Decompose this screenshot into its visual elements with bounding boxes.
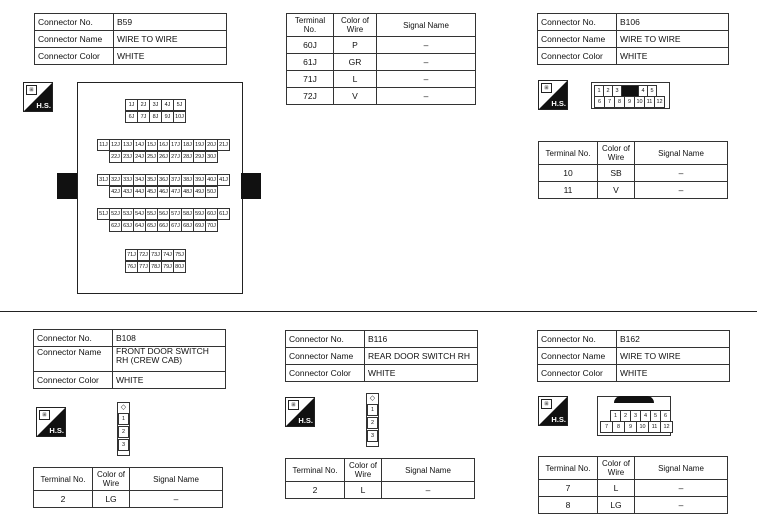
hs-icon: ⊞ H.S. xyxy=(538,80,568,110)
pin: 1 xyxy=(367,404,378,416)
b106-info-table xyxy=(537,13,729,65)
pin: 64J xyxy=(133,220,146,232)
pin: 37J xyxy=(169,174,182,186)
pin-row xyxy=(109,186,217,198)
pin: 12J xyxy=(109,139,122,151)
pin: 2 xyxy=(367,417,378,429)
b59-right-latch xyxy=(241,173,261,199)
pin: 3 xyxy=(367,430,378,442)
connector-name-value: WIRE TO WIRE xyxy=(617,348,730,365)
pin: 60J xyxy=(205,208,218,220)
b116-connector-face xyxy=(366,393,379,447)
pin: 30J xyxy=(205,151,218,163)
signal-name-header: Signal Name xyxy=(635,142,728,165)
pin: 28J xyxy=(181,151,194,163)
table-row: 7 L – xyxy=(539,480,728,497)
b108-info-table xyxy=(33,329,226,389)
pin: 71J xyxy=(125,249,138,261)
pin: 53J xyxy=(121,208,134,220)
terminal-no-header: Terminal No. xyxy=(287,14,334,37)
pin: 8 xyxy=(614,96,625,108)
pin: 75J xyxy=(173,249,186,261)
connector-no-value: B162 xyxy=(617,331,730,348)
pin: 66J xyxy=(157,220,170,232)
pin: 21J xyxy=(217,139,230,151)
color-of-wire-header: Color of Wire xyxy=(334,14,377,37)
pin-row xyxy=(97,139,229,151)
connector-no-value: B108 xyxy=(113,330,226,347)
connector-no-label: Connector No. xyxy=(538,331,617,348)
pin: 51J xyxy=(97,208,110,220)
pin: 19J xyxy=(193,139,206,151)
pin: 31J xyxy=(97,174,110,186)
connector-name-label: Connector Name xyxy=(286,348,365,365)
terminal-no-header: Terminal No. xyxy=(286,459,345,482)
table-row: 72J V – xyxy=(287,88,476,105)
pin: 68J xyxy=(181,220,194,232)
latch-icon xyxy=(614,396,654,403)
pin: 48J xyxy=(181,186,194,198)
pin: 5J xyxy=(173,99,186,111)
connector-no-value: B116 xyxy=(365,331,478,348)
pin: 47J xyxy=(169,186,182,198)
table-row: 10 SB – xyxy=(539,165,728,182)
terminal-no-header: Terminal No. xyxy=(539,142,598,165)
pin: 56J xyxy=(157,208,170,220)
pin-row xyxy=(125,249,185,261)
pin: 46J xyxy=(157,186,170,198)
connector-color-label: Connector Color xyxy=(538,365,617,382)
pin: 78J xyxy=(149,261,162,273)
hs-icon: ⊞ H.S. xyxy=(538,396,568,426)
connector-name-value: FRONT DOOR SWITCH RH (CREW CAB) xyxy=(113,347,226,372)
pin: 5 xyxy=(650,410,661,422)
pin: 67J xyxy=(169,220,182,232)
connector-color-value: WHITE xyxy=(113,372,226,389)
pin: 14J xyxy=(133,139,146,151)
table-row: 60J P – xyxy=(287,37,476,54)
table-row: 8 LG – xyxy=(539,497,728,514)
b108-terminal-table xyxy=(33,467,223,508)
pin: 6 xyxy=(594,96,605,108)
pin: 59J xyxy=(193,208,206,220)
color-of-wire-header: Color of Wire xyxy=(598,142,635,165)
pin: 55J xyxy=(145,208,158,220)
pin-row xyxy=(125,99,185,111)
connector-color-value: WHITE xyxy=(114,48,227,65)
pin: 2J xyxy=(137,99,150,111)
connector-color-label: Connector Color xyxy=(34,372,113,389)
b106-terminal-table xyxy=(538,141,728,199)
b162-terminal-table xyxy=(538,456,728,514)
b59-info-table xyxy=(34,13,227,65)
pin-row xyxy=(125,261,185,273)
pin: 39J xyxy=(193,174,206,186)
connector-color-label: Connector Color xyxy=(35,48,114,65)
table-row: 2 L – xyxy=(286,482,475,499)
pin: 44J xyxy=(133,186,146,198)
pin: 4J xyxy=(161,99,174,111)
pin-row xyxy=(600,421,672,433)
signal-name-header: Signal Name xyxy=(130,468,223,491)
pin: 3 xyxy=(630,410,641,422)
pin: 74J xyxy=(161,249,174,261)
signal-name-header: Signal Name xyxy=(377,14,476,37)
pin: 38J xyxy=(181,174,194,186)
pin: 1 xyxy=(118,413,129,425)
pin: 3 xyxy=(612,85,622,97)
pin: 58J xyxy=(181,208,194,220)
pin: 3J xyxy=(149,99,162,111)
pin: 79J xyxy=(161,261,174,273)
pin: 57J xyxy=(169,208,182,220)
pin: 9 xyxy=(624,421,637,433)
pin: 49J xyxy=(193,186,206,198)
pin: 15J xyxy=(145,139,158,151)
table-row: 71J L – xyxy=(287,71,476,88)
pin: 43J xyxy=(121,186,134,198)
connector-no-label: Connector No. xyxy=(34,330,113,347)
pin: 8 xyxy=(612,421,625,433)
connector-name-label: Connector Name xyxy=(538,348,617,365)
pin: 13J xyxy=(121,139,134,151)
b116-info-table xyxy=(285,330,478,382)
pin: 45J xyxy=(145,186,158,198)
pin: 12 xyxy=(660,421,673,433)
pin: 62J xyxy=(109,220,122,232)
pin: 29J xyxy=(193,151,206,163)
signal-name-header: Signal Name xyxy=(635,457,728,480)
pin: 23J xyxy=(121,151,134,163)
pin: 12 xyxy=(654,96,665,108)
pin: 25J xyxy=(145,151,158,163)
connector-name-label: Connector Name xyxy=(538,31,617,48)
pin: 18J xyxy=(181,139,194,151)
pin: 11 xyxy=(644,96,655,108)
pin: 70J xyxy=(205,220,218,232)
b59-terminal-table xyxy=(286,13,476,105)
connector-name-value: WIRE TO WIRE xyxy=(114,31,227,48)
pin: 61J xyxy=(217,208,230,220)
table-row: 61J GR – xyxy=(287,54,476,71)
connector-color-value: WHITE xyxy=(617,48,729,65)
latch-icon: ◇ xyxy=(120,404,127,411)
pin: 72J xyxy=(137,249,150,261)
pin: 69J xyxy=(193,220,206,232)
terminal-no-header: Terminal No. xyxy=(34,468,93,491)
connector-no-label: Connector No. xyxy=(35,14,114,31)
pin: 52J xyxy=(109,208,122,220)
pin: 32J xyxy=(109,174,122,186)
pin: 9 xyxy=(624,96,635,108)
pin: 1J xyxy=(125,99,138,111)
color-of-wire-header: Color of Wire xyxy=(598,457,635,480)
pin: 10 xyxy=(636,421,649,433)
connector-color-value: WHITE xyxy=(617,365,730,382)
terminal-no-header: Terminal No. xyxy=(539,457,598,480)
b162-info-table xyxy=(537,330,730,382)
connector-no-value: B59 xyxy=(114,14,227,31)
pin: 7 xyxy=(600,421,613,433)
pin: 36J xyxy=(157,174,170,186)
pin: 24J xyxy=(133,151,146,163)
pin: 80J xyxy=(173,261,186,273)
pin: 65J xyxy=(145,220,158,232)
connector-color-value: WHITE xyxy=(365,365,478,382)
pin-row xyxy=(125,111,185,123)
pin: 10J xyxy=(173,111,186,123)
pin: 7 xyxy=(604,96,615,108)
color-of-wire-header: Color of Wire xyxy=(93,468,130,491)
signal-name-header: Signal Name xyxy=(382,459,475,482)
pin: 27J xyxy=(169,151,182,163)
connector-no-value: B106 xyxy=(617,14,729,31)
pin: 11 xyxy=(648,421,661,433)
connector-name-value: REAR DOOR SWITCH RH xyxy=(365,348,478,365)
pin: 8J xyxy=(149,111,162,123)
pin: 76J xyxy=(125,261,138,273)
hs-icon: ⊞ H.S. xyxy=(23,82,53,112)
pin: 26J xyxy=(157,151,170,163)
pin: 16J xyxy=(157,139,170,151)
table-row: 2 LG – xyxy=(34,491,223,508)
section-divider xyxy=(0,311,757,312)
pin: 63J xyxy=(121,220,134,232)
pin: 2 xyxy=(118,426,129,438)
pin-row xyxy=(97,174,229,186)
color-of-wire-header: Color of Wire xyxy=(345,459,382,482)
connector-name-value: WIRE TO WIRE xyxy=(617,31,729,48)
pin: 11J xyxy=(97,139,110,151)
pin-row xyxy=(109,220,217,232)
pin: 6J xyxy=(125,111,138,123)
pin: 35J xyxy=(145,174,158,186)
connector-name-label: Connector Name xyxy=(35,31,114,48)
connector-color-label: Connector Color xyxy=(286,365,365,382)
b108-connector-face xyxy=(117,402,130,456)
hs-icon: ⊞ H.S. xyxy=(36,407,66,437)
connector-no-label: Connector No. xyxy=(538,14,617,31)
pin: 7J xyxy=(137,111,150,123)
pin: 22J xyxy=(109,151,122,163)
pin: 9J xyxy=(161,111,174,123)
latch-icon: ◇ xyxy=(369,395,376,402)
pin: 54J xyxy=(133,208,146,220)
pin: 34J xyxy=(133,174,146,186)
pin: 6 xyxy=(660,410,671,422)
pin-row xyxy=(594,96,664,108)
pin: 5 xyxy=(647,85,657,97)
connector-color-label: Connector Color xyxy=(538,48,617,65)
pin: 77J xyxy=(137,261,150,273)
connector-no-label: Connector No. xyxy=(286,331,365,348)
pin: 1 xyxy=(594,85,604,97)
pin-row xyxy=(109,151,217,163)
pin: 1 xyxy=(610,410,621,422)
pin: 20J xyxy=(205,139,218,151)
pin: 2 xyxy=(603,85,613,97)
pin: 40J xyxy=(205,174,218,186)
pin: 33J xyxy=(121,174,134,186)
connector-name-label: Connector Name xyxy=(34,347,113,372)
pin: 2 xyxy=(620,410,631,422)
b59-left-latch xyxy=(57,173,77,199)
pin-row xyxy=(97,208,229,220)
pin: 3 xyxy=(118,439,129,451)
pin: 73J xyxy=(149,249,162,261)
b116-terminal-table xyxy=(285,458,475,499)
table-row: 11 V – xyxy=(539,182,728,199)
pin: 50J xyxy=(205,186,218,198)
pin: 41J xyxy=(217,174,230,186)
pin: 4 xyxy=(638,85,648,97)
hs-icon: ⊞ H.S. xyxy=(285,397,315,427)
pin: 17J xyxy=(169,139,182,151)
pin: 10 xyxy=(634,96,645,108)
pin: 4 xyxy=(640,410,651,422)
pin: 42J xyxy=(109,186,122,198)
